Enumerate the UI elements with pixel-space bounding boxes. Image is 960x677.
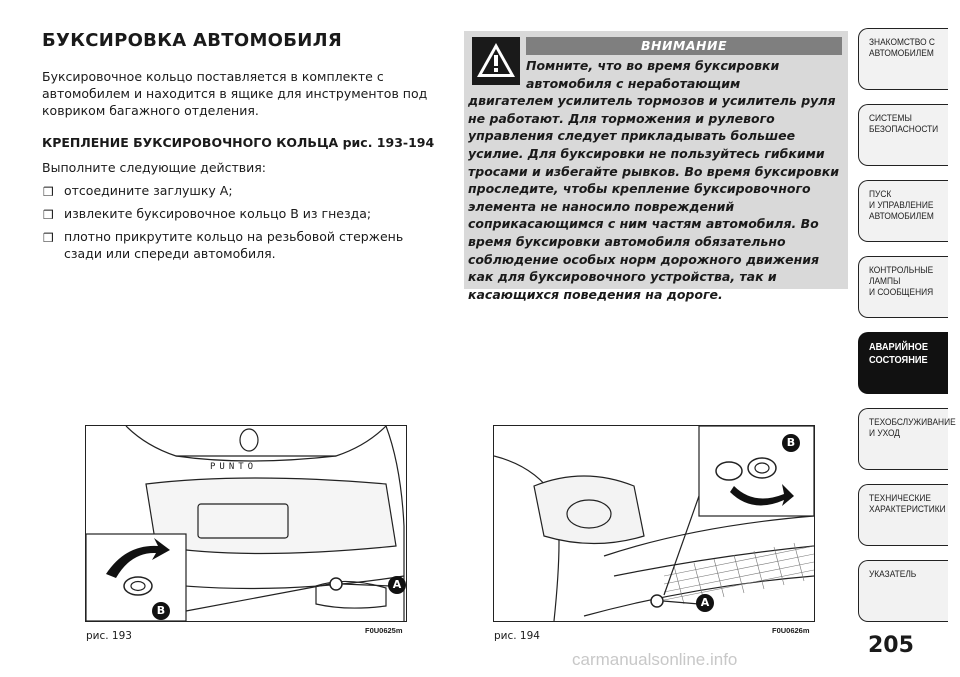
warning-box <box>464 31 848 302</box>
callout-a-badge: A <box>388 576 406 594</box>
checkbox-icon: ❒ <box>43 185 54 199</box>
callout-b-badge: B <box>152 602 170 620</box>
warning-text <box>468 57 844 303</box>
figure-194-code: F0U0626m <box>772 626 810 635</box>
page-title: БУКСИРОВКА АВТОМОБИЛЯ <box>42 30 343 51</box>
intro-paragraph: Буксировочное кольцо поставляется в комплекте с автомобилем и находится в ящике для инструментов под ковриком багажного отделения. <box>42 69 428 118</box>
figure-193 <box>85 425 407 622</box>
checkbox-icon: ❒ <box>43 231 54 245</box>
figure-193-code: F0U0625m <box>365 626 403 635</box>
watermark: carmanualsonline.info <box>572 650 738 669</box>
figure-193-caption: рис. 193 <box>86 630 132 642</box>
warning-body: двигателем усилитель тормозов и усилитель руля не работают. Для торможения и рулевого управления следует прикладывать большее усилие. Для буксировки не пользуйтесь гибкими тросами и избегайте рывков. Во время буксировки проследите, чтобы крепление буксировочного элемента не наносило повреждений соприкасающимся с ним частям автомобиля. Во время буксировки автомобиля обязательно соблюдение особых норм дорожного движения как для буксировочного устройства, так и касающихся поведения на дороге. <box>468 93 839 302</box>
tab-warning-lights[interactable]: КОНТРОЛЬНЫЕ ЛАМПЫ И СООБЩЕНИЯ <box>858 256 948 318</box>
tab-intro[interactable]: ЗНАКОМСТВО С АВТОМОБИЛЕМ <box>858 28 948 90</box>
tab-maintenance[interactable]: ТЕХОБСЛУЖИВАНИЕ И УХОД <box>858 408 948 470</box>
warning-heading: ВНИМАНИЕ <box>526 37 842 55</box>
list-item: ❒ отсоедините заглушку А; <box>43 183 233 199</box>
list-item: ❒ извлеките буксировочное кольцо В из гнезда; <box>43 206 372 222</box>
page-number: 205 <box>868 633 914 658</box>
warning-lead: Помните, что во время буксировки автомобиля с неработающим <box>526 58 780 91</box>
tab-driving[interactable]: ПУСК И УПРАВЛЕНИЕ АВТОМОБИЛЕМ <box>858 180 948 242</box>
callout-a-badge: A <box>696 594 714 612</box>
steps-list <box>42 182 442 268</box>
checkbox-icon: ❒ <box>43 208 54 222</box>
tab-index[interactable]: УКАЗАТЕЛЬ <box>858 560 948 622</box>
car-lettering: PUNTO <box>210 462 258 472</box>
section-heading: КРЕПЛЕНИЕ БУКСИРОВОЧНОГО КОЛЬЦА рис. 193-194 <box>42 135 435 150</box>
list-item: ❒ плотно прикрутите кольцо на резьбовой стержень сзади или спереди автомобиля. <box>43 229 404 261</box>
callout-b-badge: B <box>782 434 800 452</box>
instruction-text: Выполните следующие действия: <box>42 160 267 175</box>
tab-specifications[interactable]: ТЕХНИЧЕСКИЕ ХАРАКТЕРИСТИКИ <box>858 484 948 546</box>
tab-safety[interactable]: СИСТЕМЫ БЕЗОПАСНОСТИ <box>858 104 948 166</box>
figure-194 <box>493 425 815 622</box>
tab-emergency[interactable]: АВАРИЙНОЕ СОСТОЯНИЕ <box>858 332 948 394</box>
figure-194-caption: рис. 194 <box>494 630 540 642</box>
